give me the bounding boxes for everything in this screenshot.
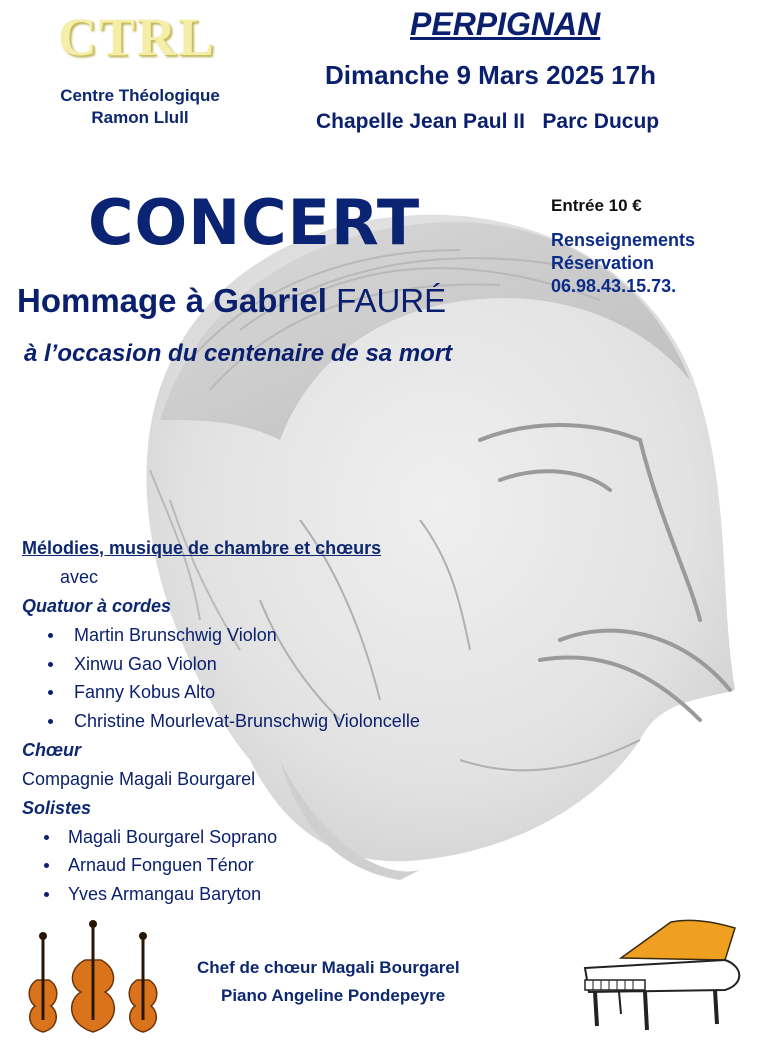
list-item: Magali Bourgarel Soprano [44, 827, 277, 848]
bullet-dot [44, 863, 49, 868]
violin-family-icon [25, 920, 160, 1038]
list-item: Fanny Kobus Alto [48, 682, 215, 703]
event-city: PERPIGNAN [410, 6, 601, 42]
choir-section-title: Chœur [22, 740, 81, 760]
organization-name-line2: Ramon Llull [91, 108, 189, 127]
grand-piano-icon [575, 918, 747, 1036]
list-item: Martin Brunschwig Violon [48, 625, 277, 646]
choir-name: Compagnie Magali Bourgarel [22, 769, 256, 789]
tribute-prefix: Hommage à Gabriel [17, 282, 337, 319]
program-avec: avec [60, 567, 99, 587]
phone-number: 06.98.43.15.73. [551, 276, 677, 296]
info-label: Renseignements [551, 230, 696, 250]
bullet-dot [48, 719, 53, 724]
list-item: Yves Armangau Baryton [44, 884, 261, 905]
list-item: Xinwu Gao Violon [48, 654, 217, 675]
bullet-dot [48, 662, 53, 667]
tribute-composer-name: FAURÉ [336, 282, 447, 319]
bullet-dot [48, 633, 53, 638]
list-item: Christine Mourlevat-Brunschwig Violoncelle [48, 711, 420, 732]
organization-name-line1: Centre Théologique [60, 86, 220, 105]
bullet-dot [48, 690, 53, 695]
tribute-line [17, 282, 446, 320]
list-item: Arnaud Fonguen Ténor [44, 855, 254, 876]
bullet-dot [44, 892, 49, 897]
event-date: Dimanche 9 Mars 2025 17h [325, 60, 656, 90]
pianist: Piano Angeline Pondepeyre [221, 986, 446, 1005]
event-venue: Chapelle Jean Paul II Parc Ducup [316, 110, 660, 133]
program-heading: Mélodies, musique de chambre et chœurs [22, 538, 382, 558]
concert-title: CONCERT [88, 186, 421, 259]
occasion-subtitle: à l’occasion du centenaire de sa mort [24, 340, 453, 367]
reservation-label: Réservation [551, 253, 655, 273]
quartet-section-title: Quatuor à cordes [22, 596, 172, 616]
choir-director: Chef de chœur Magali Bourgarel [197, 958, 460, 977]
bullet-dot [44, 835, 49, 840]
ctrl-logo: CTRL [58, 7, 217, 67]
soloists-section-title: Solistes [22, 798, 92, 818]
entry-price: Entrée 10 € [551, 196, 642, 215]
